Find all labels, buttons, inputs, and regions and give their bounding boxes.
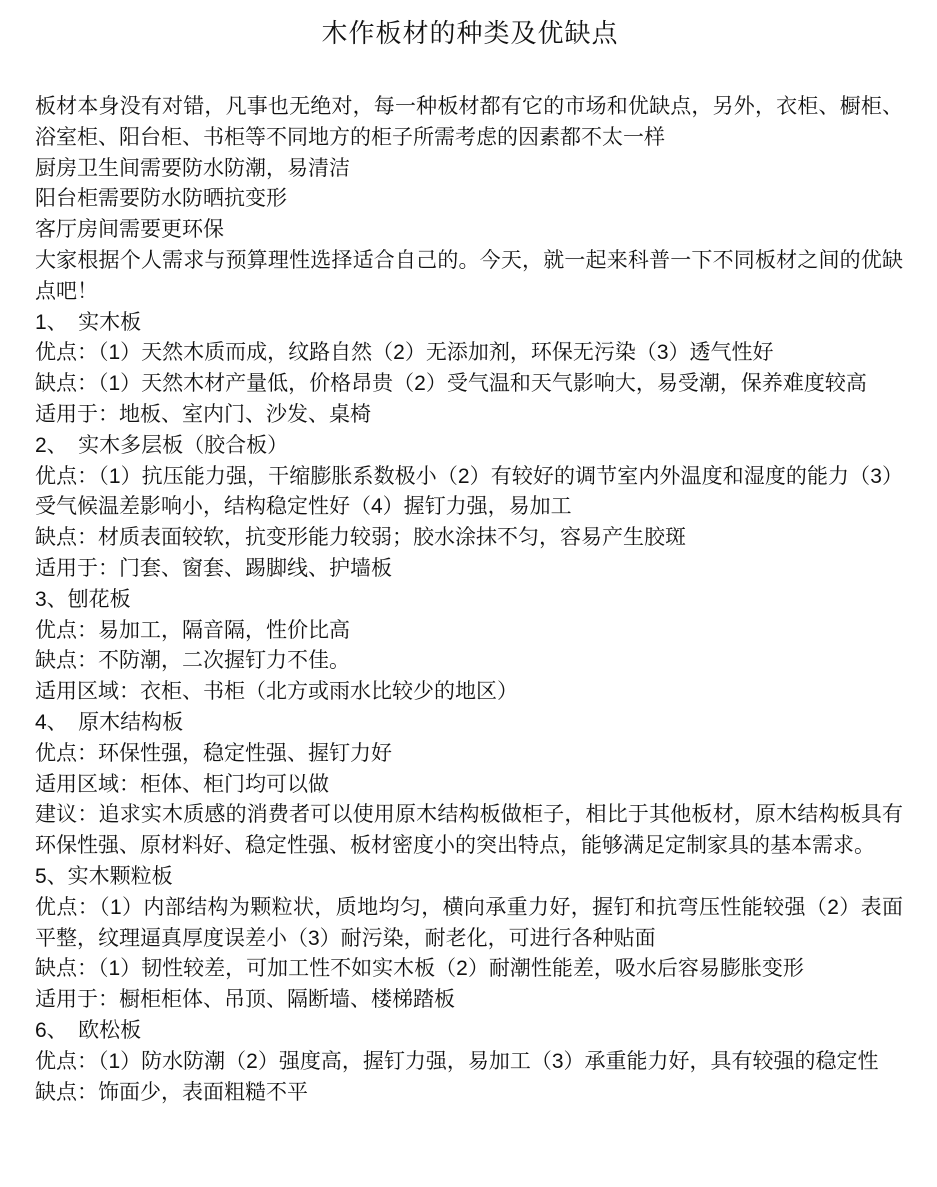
paragraph: 优点：易加工，隔音隔，性价比高 (35, 618, 350, 642)
paragraph: 缺点：材质表面较软，抗变形能力较弱；胶水涂抹不匀，容易产生胶斑 (35, 526, 686, 550)
paragraph: 缺点：饰面少，表面粗糙不平 (35, 1080, 308, 1104)
paragraph: 适用于：地板、室内门、沙发、桌椅 (35, 402, 371, 426)
paragraph: 大家根据个人需求与预算理性选择适合自己的。今天，就一起来科普一下不同板材之间的优缺点吧！ (35, 248, 903, 303)
paragraph: 适用于：门套、窗套、踢脚线、护墙板 (35, 556, 392, 580)
paragraph: 优点：（1）抗压能力强，干缩膨胀系数极小（2）有较好的调节室内外温度和湿度的能力（3）受气候温差影响小，结构稳定性好（4）握钉力强，易加工 (35, 464, 903, 519)
section-heading: 5、实木颗粒板 (35, 864, 173, 888)
paragraph: 优点：（1）内部结构为颗粒状，质地均匀，横向承重力好，握钉和抗弯压性能较强（2）表面平整，纹理逼真厚度误差小（3）耐污染，耐老化，可进行各种贴面 (35, 895, 903, 950)
paragraph: 适用于：橱柜柜体、吊顶、隔断墙、楼梯踏板 (35, 988, 455, 1012)
paragraph: 缺点：（1）韧性较差，可加工性不如实木板（2）耐潮性能差，吸水后容易膨胀变形 (35, 957, 804, 981)
paragraph: 厨房卫生间需要防水防潮，易清洁 (35, 156, 350, 180)
section-heading: 6、 欧松板 (35, 1018, 142, 1042)
paragraph: 优点：（1）防水防潮（2）强度高，握钉力强，易加工（3）承重能力好，具有较强的稳定性 (35, 1049, 879, 1073)
section-heading: 2、 实木多层板（胶合板） (35, 433, 289, 457)
document-body (35, 92, 903, 1108)
paragraph: 阳台柜需要防水防晒抗变形 (35, 187, 287, 211)
paragraph: 板材本身没有对错，凡事也无绝对，每一种板材都有它的市场和优缺点，另外，衣柜、橱柜、浴室柜、阳台柜、书柜等不同地方的柜子所需考虑的因素都不太一样 (35, 95, 903, 149)
section-heading: 3、刨花板 (35, 587, 131, 611)
paragraph: 建议：追求实木质感的消费者可以使用原木结构板做柜子，相比于其他板材，原木结构板具有环保性强、原材料好、稳定性强、板材密度小的突出特点，能够满足定制家具的基本需求。 (35, 803, 903, 858)
paragraph: 缺点：（1）天然木材产量低，价格昂贵（2）受气温和天气影响大，易受潮，保养难度较高 (35, 372, 867, 396)
paragraph: 适用区域：衣柜、书柜（北方或雨水比较少的地区） (35, 680, 518, 704)
paragraph: 缺点：不防潮，二次握钉力不佳。 (35, 649, 350, 673)
section-heading: 4、 原木结构板 (35, 710, 184, 734)
paragraph: 优点：（1）天然木质而成，纹路自然（2）无添加剂，环保无污染（3）透气性好 (35, 341, 774, 365)
section-heading: 1、 实木板 (35, 310, 142, 334)
paragraph: 适用区域：柜体、柜门均可以做 (35, 772, 329, 796)
paragraph: 优点：环保性强，稳定性强、握钉力好 (35, 741, 392, 765)
paragraph: 客厅房间需要更环保 (35, 218, 224, 242)
page-title: 木作板材的种类及优缺点 (321, 18, 619, 48)
